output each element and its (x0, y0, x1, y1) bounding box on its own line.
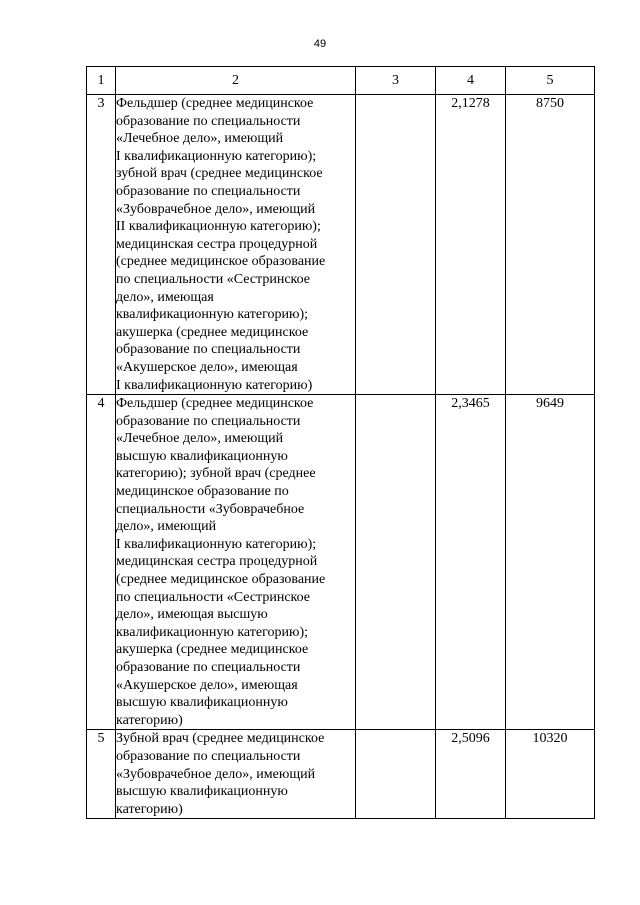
coefficient-cell: 2,1278 (436, 95, 506, 395)
description-line: категорию) (116, 712, 183, 728)
header-cell-3: 3 (356, 67, 436, 95)
table-row (87, 395, 595, 730)
description-line: зубной врач (среднее медицинское (116, 166, 323, 182)
description-line: Фельдшер (среднее медицинское (116, 96, 314, 111)
position-description-cell (116, 395, 356, 730)
description-line: дело», имеющая (116, 289, 214, 305)
description-line: «Акушерское дело», имеющая (116, 359, 298, 375)
amount-cell: 10320 (506, 730, 595, 819)
description-line: категорию); зубной врач (среднее (116, 466, 316, 482)
column-3-cell (356, 95, 436, 395)
description-line: «Лечебное дело», имеющий (116, 131, 284, 147)
column-3-cell (356, 730, 436, 819)
header-cell-5: 5 (506, 67, 595, 95)
description-line: I квалификационную категорию); (116, 148, 317, 164)
description-line: медицинская сестра процедурной (116, 236, 318, 252)
description-line: II квалификационную категорию); (116, 219, 321, 235)
description-line: I квалификационную категорию) (116, 377, 313, 393)
amount-cell: 9649 (506, 395, 595, 730)
header-cell-4: 4 (436, 67, 506, 95)
description-line: образование по специальности (116, 113, 301, 129)
description-line: дело», имеющий (116, 519, 217, 535)
description-line: (среднее медицинское образование (116, 572, 326, 588)
row-number-cell: 4 (87, 395, 116, 730)
description-line: акушерка (среднее медицинское (116, 642, 309, 658)
description-line: образование по специальности (116, 183, 301, 199)
description-line: дело», имеющая высшую (116, 607, 268, 623)
coefficient-cell: 2,5096 (436, 730, 506, 819)
row-number-cell: 5 (87, 730, 116, 819)
table-header-row (87, 67, 595, 95)
description-line: медицинская сестра процедурной (116, 554, 318, 570)
position-description-cell (116, 730, 356, 819)
description-line: по специальности «Сестринское (116, 271, 311, 287)
page-number: 49 (313, 38, 327, 50)
description-line: образование по специальности (116, 660, 301, 675)
table-row (87, 95, 595, 395)
description-line: (среднее медицинское образование (116, 254, 326, 270)
description-line: «Зубоврачебное дело», имеющий (116, 201, 316, 217)
description-line: образование по специальности (116, 413, 301, 429)
description-line: I квалификационную категорию); (116, 536, 317, 552)
description-line: Зубной врач (среднее медицинское (116, 731, 325, 747)
description-line: образование по специальности (116, 748, 301, 764)
description-line: квалификационную категорию); (116, 307, 309, 323)
description-line: образование по специальности (116, 342, 301, 358)
position-description-cell (116, 95, 356, 395)
description-line: высшую квалификационную (116, 448, 288, 464)
row-number-cell: 3 (87, 95, 116, 395)
description-line: категорию) (116, 801, 183, 817)
column-3-cell (356, 395, 436, 730)
description-line: квалификационную категорию); (116, 624, 309, 640)
coefficient-cell: 2,3465 (436, 395, 506, 730)
description-line: Фельдшер (среднее медицинское (116, 396, 314, 412)
description-line: акушерка (среднее медицинское (116, 324, 309, 340)
description-line: «Акушерское дело», имеющая (116, 677, 298, 693)
table-body (87, 67, 595, 819)
description-line: высшую квалификационную (116, 695, 288, 711)
description-line: «Зубоврачебное дело», имеющий (116, 766, 316, 782)
header-cell-2: 2 (116, 67, 356, 95)
table-row (87, 730, 595, 819)
description-line: по специальности «Сестринское (116, 589, 311, 605)
description-line: медицинское образование по (116, 484, 289, 500)
amount-cell: 8750 (506, 95, 595, 395)
description-line: специальности «Зубоврачебное (116, 501, 305, 517)
description-line: высшую квалификационную (116, 784, 288, 800)
header-cell-1: 1 (87, 67, 116, 95)
salary-table (86, 66, 595, 819)
description-line: «Лечебное дело», имеющий (116, 431, 284, 447)
